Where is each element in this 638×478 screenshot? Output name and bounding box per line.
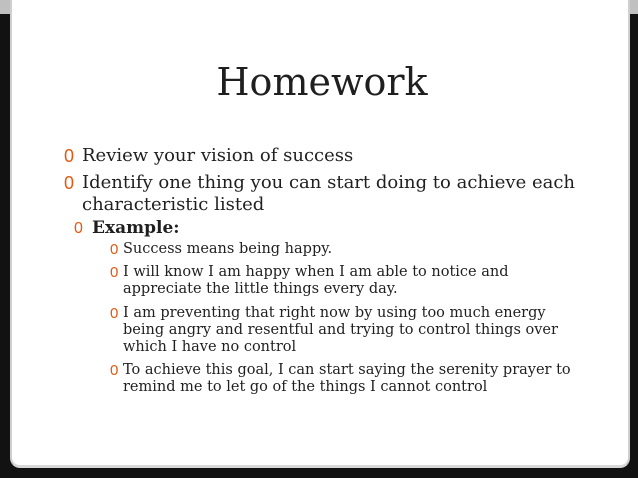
sub-sub-bullet-item [110,305,590,356]
sub-sub-bullet-item [110,264,590,298]
bullet-marker-icon: 0 [74,220,83,237]
sub-bullet-item [74,218,594,239]
sub-sub-bullet-text: To achieve this goal, I can start saying the serenity prayer to remind me to let go of the things I cannot control [123,362,571,395]
bullet-marker-icon: 0 [64,146,75,166]
bullet-item [64,172,584,216]
bullet-text: Review your vision of success [82,145,354,166]
bullet-marker-icon: 0 [110,264,119,281]
bullet-marker-icon: 0 [110,362,119,379]
sub-sub-bullet-text: Success means being happy. [123,241,333,257]
sub-bullet-text: Example: [92,218,180,238]
bullet-item [64,145,584,167]
sub-sub-bullet-item [110,241,590,258]
sub-sub-bullet-item [110,362,590,396]
slide-panel [10,0,630,468]
bullet-marker-icon: 0 [64,173,75,193]
bullet-text: Identify one thing you can start doing to achieve each characteristic listed [82,172,576,215]
slide-title: Homework [216,60,428,104]
bullet-marker-icon: 0 [110,241,119,258]
sub-sub-bullet-text: I am preventing that right now by using too much energy being angry and resentful and trying to control things over which I have no control [123,305,558,355]
bullet-marker-icon: 0 [110,305,119,322]
sub-sub-bullet-text: I will know I am happy when I am able to notice and appreciate the little things every day. [123,264,509,297]
